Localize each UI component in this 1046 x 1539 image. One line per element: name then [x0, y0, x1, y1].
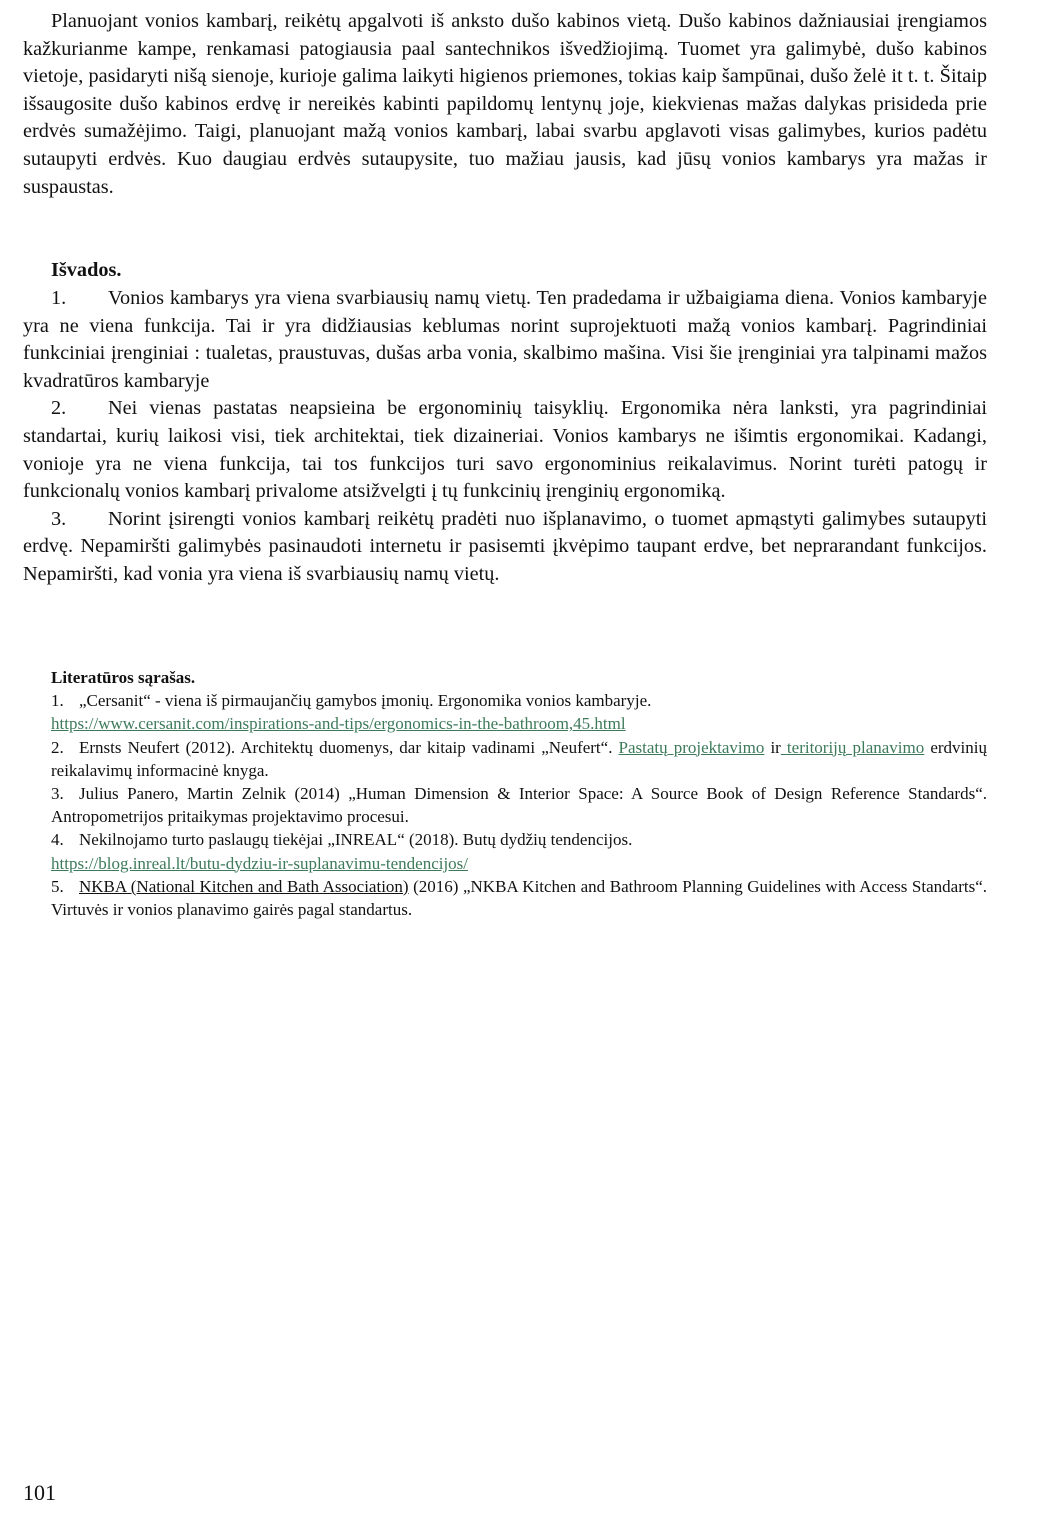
reference-item — [51, 736, 987, 782]
reference-text: Ernsts Neufert (2012). Architektų duomenys, dar kitaip vadinami „Neufert“. — [79, 737, 619, 757]
reference-number: 5. — [51, 876, 64, 896]
conclusion-number: 2. — [51, 397, 67, 420]
conclusions-heading: Išvados. — [51, 259, 122, 281]
references-section — [51, 666, 987, 921]
reference-text: ir — [764, 737, 781, 757]
reference-number: 4. — [51, 830, 64, 850]
conclusion-number: 3. — [51, 507, 67, 530]
reference-item — [51, 828, 987, 874]
reference-text: Julius Panero, Martin Zelnik (2014) „Human Dimension & Interior Space: A Source Book of Design Reference Standards“. Antropometrijos pritaikymas projektavimo procesui. — [51, 784, 987, 827]
conclusion-item — [23, 285, 987, 395]
conclusion-text: Nei vienas pastatas neapsieina be ergonominių taisyklių. Ergonomika nėra lanksti, yra pagrindiniai standartai, kurių laikosi visi, tiek architektai, tiek dizaineriai. Vonios kambarys ne išimtis ergonomikai. Kadangi, vonioje yra ne viena funkcija, tai tos funkcijos turi savo ergonominius reikalavimus. Norint turėti patogų ir funkcionalų vonios kambarį privalome atsižvelgti į tų funkcinių įrenginių ergonomiką. — [23, 397, 987, 503]
reference-number: 3. — [51, 784, 64, 804]
conclusion-number: 1. — [51, 287, 67, 309]
reference-link[interactable]: https://www.cersanit.com/inspirations-and-tips/ergonomics-in-the-bathroom,45.html — [51, 714, 626, 734]
reference-item — [51, 782, 987, 828]
reference-text: Nekilnojamo turto paslaugų tiekėjai „INREAL“ (2018). Butų dydžių tendencijos. — [79, 830, 633, 850]
conclusion-item — [23, 506, 987, 589]
reference-text: (2016) „NKBA Kitchen and Bathroom Planning Guidelines with Access Standarts“. Virtuvės ir vonios planavimo gairės pagal standartus. — [51, 876, 987, 920]
conclusion-item — [23, 395, 987, 505]
page-number: 101 — [23, 1480, 56, 1505]
conclusions-list — [23, 285, 987, 589]
reference-number: 1. — [51, 691, 64, 711]
references-heading: Literatūros sąrašas. — [51, 668, 196, 687]
conclusion-text: Vonios kambarys yra viena svarbiausių namų vietų. Ten pradedama ir užbaigiama diena. Vonios kambaryje yra ne viena funkcija. Tai ir yra didžiausias keblumas norint suprojektuoti mažą vonios kambarį. Pagrindiniai funkciniai įrenginiai : tualetas, praustuvas, dušas arba vonia, skalbimo mašina. Visi šie įrenginiai yra talpinami mažos kvadratūros kambaryje — [23, 287, 987, 392]
conclusion-text: Norint įsirengti vonios kambarį reikėtų pradėti nuo išplanavimo, o tuomet apmąstyti galimybes sutaupyti erdvę. Nepamiršti galimybės pasinaudoti internetu ir pasisemti įkvėpimo taupant erdve, bet neprarandant funkcijos. Nepamiršti, kad vonia yra viena iš svarbiausių namų vietų. — [23, 507, 987, 585]
reference-item — [51, 689, 987, 735]
reference-number: 2. — [51, 737, 64, 757]
reference-link[interactable]: Pastatų projektavimo — [618, 737, 765, 757]
reference-organization: NKBA (National Kitchen and Bath Association) — [79, 876, 409, 896]
reference-link[interactable]: https://blog.inreal.lt/butu-dydziu-ir-suplanavimu-tendencijos/ — [51, 853, 469, 873]
reference-text: „Cersanit“ - viena iš pirmaujančių gamybos įmonių. Ergonomika vonios kambaryje. — [79, 691, 652, 711]
reference-link[interactable]: teritorijų planavimo — [780, 737, 925, 757]
reference-item — [51, 875, 987, 921]
intro-paragraph: Planuojant vonios kambarį, reikėtų apgalvoti iš anksto dušo kabinos vietą. Dušo kabinos dažniausiai įrengiamos kažkurianme kampe, renkamasi patogiausia paal santechnikos išvedžiojimą. Tuomet yra galimybė, dušo kabinos vietoje, pasidaryti nišą sienoje, kurioje galima laikyti higienos priemones, tokias kaip šampūnai, dušo želė it t. t. Šitaip išsaugosite dušo kabinos erdvę ir nereikės kabinti papildomų lentynų joje, kiekvienas mažas dalykas prisideda prie erdvės sumažėjimo. Taigi, planuojant mažą vonios kambarį, labai svarbu apglavoti visas galimybes, kurios padėtu sutaupyti erdvės. Kuo daugiau erdvės sutaupysite, tuo mažiau jausis, kad jūsų vonios kambarys yra mažas ir suspaustas. — [23, 10, 987, 198]
reference-text: erdvinių reikalavimų informacinė knyga. — [51, 737, 987, 780]
